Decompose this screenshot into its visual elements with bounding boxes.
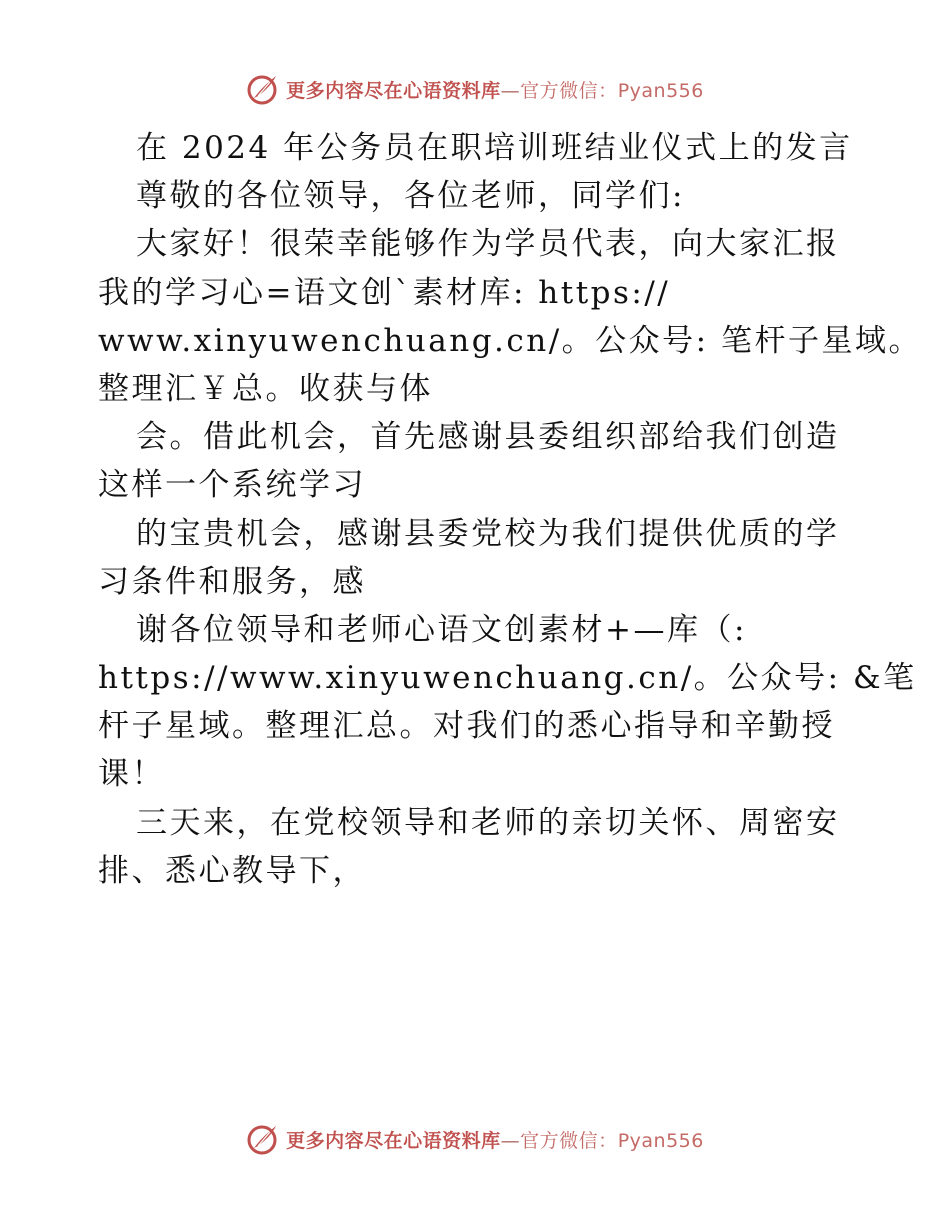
header-banner-wechat-label: 官方微信： <box>520 79 618 102</box>
footer-banner-text <box>286 1126 704 1153</box>
body-line: 排、悉心教导下， <box>98 852 366 889</box>
body-line: 这样一个系统学习 <box>98 467 366 504</box>
footer-banner-main: 更多内容尽在心语资料库 <box>286 1129 501 1152</box>
footer-banner-dash: — <box>500 1129 521 1152</box>
header-banner-wechat-id: Pyan556 <box>617 79 704 102</box>
body-line: 我的学习心=语文创`素材库: https:// <box>98 274 671 311</box>
body-line: https://www.xinyuwenchuang.cn/。公众号: &笔 <box>98 660 917 697</box>
body-line: 大家好！很荣幸能够作为学员代表，向大家汇报 <box>136 226 840 263</box>
footer-banner-wechat-label: 官方微信： <box>520 1129 618 1152</box>
body-line: 在 2024 年公务员在职培训班结业仪式上的发言 <box>136 130 853 166</box>
body-line: www.xinyuwenchuang.cn/。公众号: 笔杆子星域。 <box>98 322 922 359</box>
body-line: 三天来，在党校领导和老师的亲切关怀、周密安 <box>136 804 840 841</box>
quill-logo-icon <box>246 72 280 106</box>
header-banner-text <box>286 76 704 103</box>
header-banner-main: 更多内容尽在心语资料库 <box>286 79 501 102</box>
body-line: 整理汇￥总。收获与体 <box>98 370 433 407</box>
header-banner <box>0 72 950 106</box>
body-line: 的宝贵机会，感谢县委党校为我们提供优质的学 <box>136 515 840 552</box>
document-body <box>98 124 922 895</box>
body-line: 尊敬的各位领导，各位老师，同学们: <box>136 178 685 215</box>
footer-banner-wechat-id: Pyan556 <box>617 1129 704 1152</box>
footer-banner <box>0 1122 950 1156</box>
body-line: 会。借此机会，首先感谢县委组织部给我们创造 <box>136 419 840 456</box>
body-line: 杆子星域。整理汇总。对我们的悉心指导和辛勤授 <box>98 708 835 745</box>
header-banner-dash: — <box>500 79 521 102</box>
body-line: 课！ <box>98 756 165 793</box>
quill-logo-icon <box>246 1122 280 1156</box>
body-line: 习条件和服务，感 <box>98 563 366 600</box>
body-line: 谢各位领导和老师心语文创素材+—库（: <box>136 611 747 648</box>
